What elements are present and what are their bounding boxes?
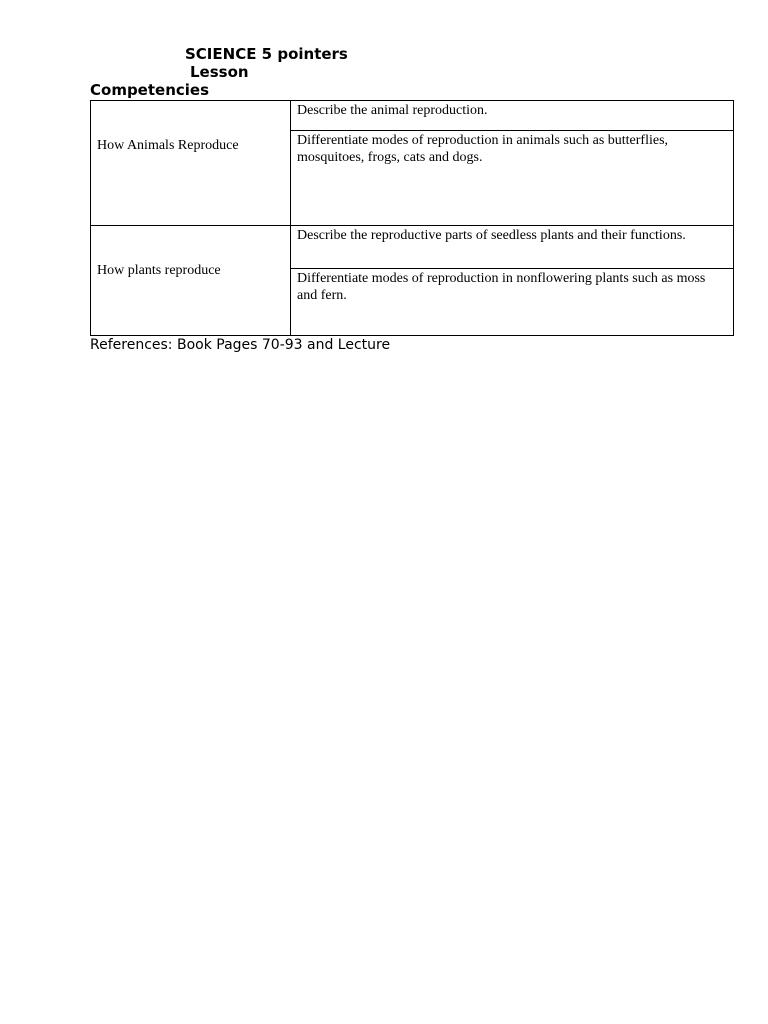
references-line: References: Book Pages 70-93 and Lecture: [90, 337, 391, 353]
lesson-competency-table: [90, 100, 734, 336]
lesson-label: Lesson: [190, 63, 249, 81]
competency-cell: Differentiate modes of reproduction in animals such as butterflies, mosquitoes, frogs, cats and dogs.: [291, 131, 734, 226]
document-title: SCIENCE 5 pointers: [185, 45, 348, 63]
lesson-topic-cell: How plants reproduce: [91, 226, 291, 336]
table-row: [91, 101, 734, 131]
table-row: [91, 226, 734, 269]
competency-cell: Describe the animal reproduction.: [291, 101, 734, 131]
lesson-topic-cell: How Animals Reproduce: [91, 101, 291, 226]
competencies-label: Competencies: [90, 81, 210, 99]
competency-cell: Describe the reproductive parts of seedless plants and their functions.: [291, 226, 734, 269]
competency-cell: Differentiate modes of reproduction in nonflowering plants such as moss and fern.: [291, 269, 734, 336]
